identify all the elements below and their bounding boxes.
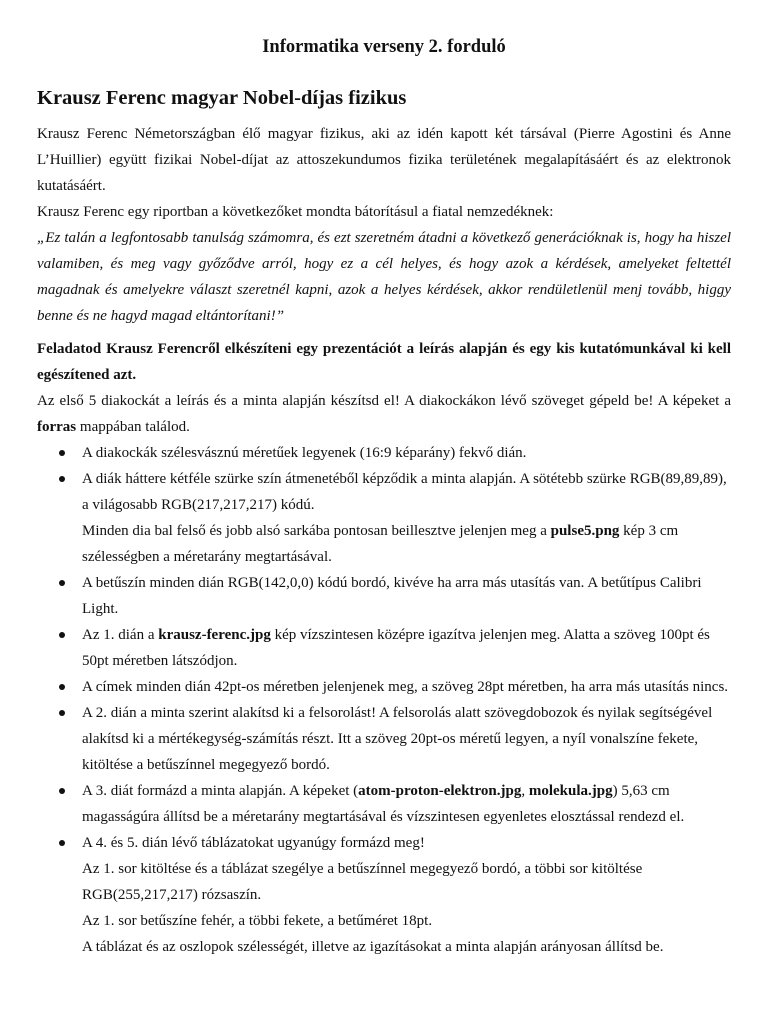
folder-name: forras (37, 419, 77, 435)
list-item (37, 700, 731, 778)
bullet-icon (59, 840, 65, 846)
list-item-text: A diakockák szélesvásznú méretűek legyenek (16:9 képarány) fekvő dián. (82, 445, 527, 461)
bullet-icon (59, 632, 65, 638)
list-item-text: Az 1. dián a (82, 627, 159, 643)
list-item (37, 570, 731, 622)
list-item-text: A diák háttere kétféle szürke szín átmenetéből képződik a minta alapján. A sötétebb szürke RGB(89,89,89), a világosabb RGB(217,217,217) kódú. (82, 471, 727, 513)
list-item-text: A 4. és 5. dián lévő táblázatokat ugyanúgy formázd meg! (82, 835, 425, 851)
file-name: atom-proton-elektron.jpg (358, 783, 522, 799)
quote-paragraph: „Ez talán a legfontosabb tanulság számomra, és ezt szeretném átadni a következő generációknak is, hogy ha hiszel valamiben, és meg vagy győződve arról, hogy ez a cél helyes, és hogy azok a kérdések, amelyeket feltettél magadnak és amelyekre választ szeretnél kapni, azok a helyes kérdések, akkor rendületlenül menj tovább, higgy benne és ne hagyd magad eltántorítani!” (37, 230, 731, 324)
section-title: Krausz Ferenc magyar Nobel-díjas fizikus (37, 87, 407, 109)
task-instructions (37, 388, 731, 440)
list-item-separator: , (521, 783, 529, 799)
list-item-subline: A táblázat és az oszlopok szélességét, illetve az igazításokat a minta alapján arányosan állítsd be. (82, 939, 664, 955)
list-item-text: A 3. diát formázd a minta alapján. A képeket ( (82, 783, 359, 799)
task-section (37, 336, 731, 960)
bullet-icon (59, 580, 65, 586)
list-item-extra-text: Minden dia bal felső és jobb alsó sarkába pontosan beillesztve jelenjen meg a (82, 523, 551, 539)
list-item (37, 778, 731, 830)
requirements-list (37, 440, 731, 960)
bullet-icon (59, 710, 65, 716)
list-item-text: A betűszín minden dián RGB(142,0,0) kódú bordó, kivéve ha arra más utasítás van. A betűtípus Calibri Light. (82, 575, 702, 617)
list-item-subline: Az 1. sor kitöltése és a táblázat szegélye a betűszínnel megegyező bordó, a többi sor kitöltése RGB(255,217,217) rózsaszín. (82, 861, 643, 903)
bullet-icon (59, 476, 65, 482)
task-instructions-end: mappában találod. (76, 419, 190, 435)
task-instructions-text: Az első 5 diakockát a leírás és a minta alapján készítsd el! A diakockákon lévő szöveget gépeld be! A képeket a (37, 393, 731, 409)
list-item-extra-end: kép 3 cm szélességben a méretarány megtartásával. (82, 523, 679, 565)
file-name: krausz-ferenc.jpg (158, 627, 271, 643)
list-item-text: A címek minden dián 42pt-os méretben jelenjenek meg, a szöveg 28pt méretben, ha arra más utasítás nincs. (82, 679, 729, 695)
list-item (37, 440, 731, 466)
file-name: molekula.jpg (528, 783, 613, 799)
file-name: pulse5.png (550, 523, 620, 539)
bullet-icon (59, 684, 65, 690)
list-item (37, 674, 731, 700)
list-item-text-end: ) 5,63 cm magasságúra állítsd be a méretarány megtartásával és vízszintesen egyenletes elosztással rendezd el. (82, 783, 685, 825)
intro-paragraph: Krausz Ferenc Németországban élő magyar fizikus, aki az idén kapott két társával (Pierre Agostini és Anne L’Huillier) együtt fizikai Nobel-díjat az attoszekundumos fizika területének megalapításáért és az elektronok kutatásáért. (37, 126, 731, 194)
list-item-extra (82, 518, 731, 570)
task-lead: Feladatod Krausz Ferencről elkészíteni egy prezentációt a leírás alapján és egy kis kutatómunkával ki kell egészítened azt. (37, 341, 731, 383)
bullet-icon (59, 788, 65, 794)
list-item-text: A 2. dián a minta szerint alakítsd ki a felsorolást! A felsorolás alatt szövegdobozok és nyilak segítségével alakítsd ki a mértékegység-számítás részt. Itt a szöveg 20pt-os méretű legyen, a nyíl vonalszíne fekete, kitöltése a betűszínnel megegyező bordó. (82, 705, 713, 773)
list-item-text-end: kép vízszintesen középre igazítva jelenjen meg. Alatta a szöveg 100pt és 50pt méretben látszódjon. (82, 627, 710, 669)
list-item (37, 622, 731, 674)
bullet-icon (59, 450, 65, 456)
list-item (37, 830, 731, 960)
intro-section (37, 121, 731, 329)
list-item-subline: Az 1. sor betűszíne fehér, a többi fekete, a betűméret 18pt. (82, 913, 433, 929)
document-title: Informatika verseny 2. forduló (262, 37, 506, 57)
list-item (37, 466, 731, 570)
intro-lead-paragraph: Krausz Ferenc egy riportban a következőket mondta bátorításul a fiatal nemzedéknek: (37, 204, 554, 220)
